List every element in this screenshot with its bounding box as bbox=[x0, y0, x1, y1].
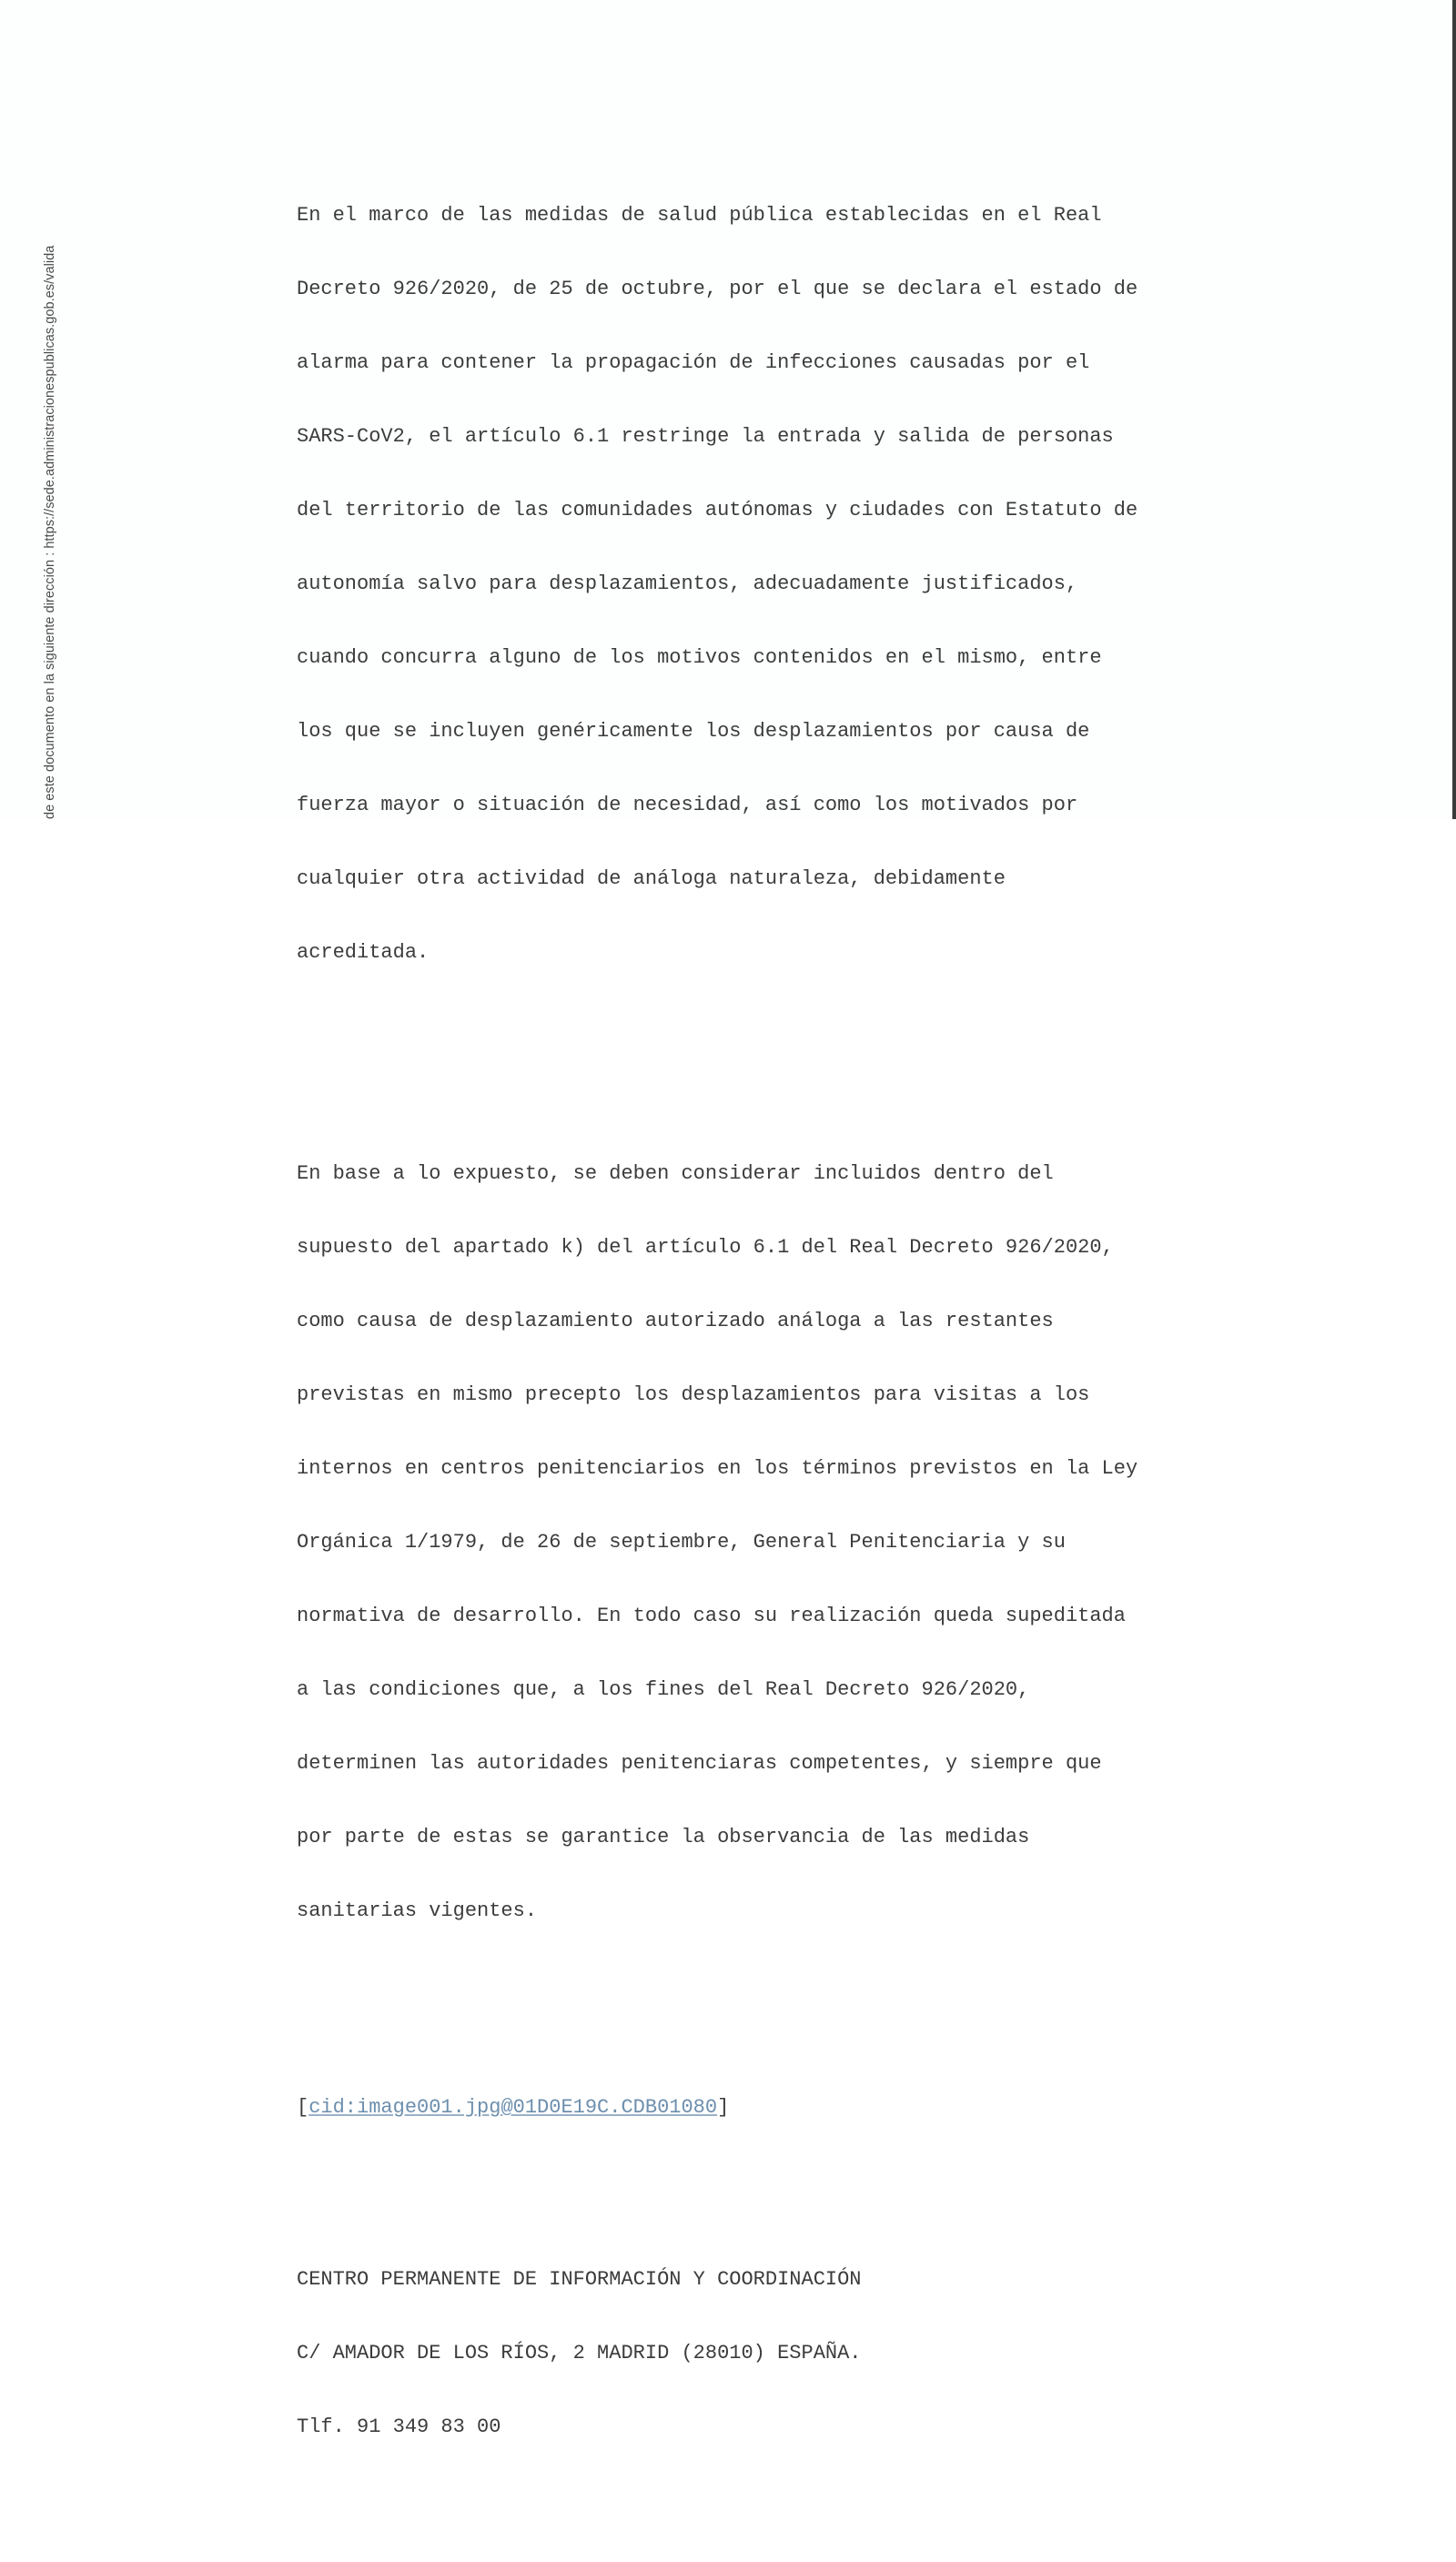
text-line: cuando concurra alguno de los motivos contenidos en el mismo, entre bbox=[297, 646, 1102, 669]
text-line: Orgánica 1/1979, de 26 de septiembre, General Penitenciaria y su bbox=[297, 1531, 1066, 1554]
text-line: cualquier otra actividad de análoga naturaleza, debidamente bbox=[297, 867, 1006, 890]
text-line: determinen las autoridades penitenciaras competentes, y siempre que bbox=[297, 1752, 1102, 1775]
signature-block bbox=[297, 2218, 1207, 2488]
text-line: alarma para contener la propagación de infecciones causadas por el bbox=[297, 351, 1090, 374]
text-line: del territorio de las comunidades autónomas y ciudades con Estatuto de bbox=[297, 499, 1138, 522]
text-line: por parte de estas se garantice la observancia de las medidas bbox=[297, 1826, 1030, 1848]
paragraph-2 bbox=[297, 1112, 1207, 1972]
validation-margin bbox=[43, 76, 61, 819]
open-bracket: [ bbox=[297, 2096, 309, 2119]
text-line: normativa de desarrollo. En todo caso su realización queda supeditada bbox=[297, 1605, 1126, 1627]
signature-address: C/ AMADOR DE LOS RÍOS, 2 MADRID (28010) ESPAÑA. bbox=[297, 2342, 862, 2365]
text-line: previstas en mismo precepto los desplazamientos para visitas a los bbox=[297, 1383, 1090, 1406]
text-line: fuerza mayor o situación de necesidad, así como los motivados por bbox=[297, 794, 1078, 816]
image-placeholder bbox=[297, 2095, 1207, 2120]
text-line: acreditada. bbox=[297, 941, 430, 964]
text-line: autonomía salvo para desplazamientos, adecuadamente justificados, bbox=[297, 572, 1078, 595]
paragraph-1 bbox=[297, 154, 1207, 1014]
text-line: los que se incluyen genéricamente los desplazamientos por causa de bbox=[297, 720, 1090, 743]
page-edge-divider bbox=[1452, 0, 1456, 819]
text-line: a las condiciones que, a los fines del Real Decreto 926/2020, bbox=[297, 1678, 1030, 1701]
text-line: Decreto 926/2020, de 25 de octubre, por el que se declara el estado de bbox=[297, 278, 1138, 300]
signature-organization: CENTRO PERMANENTE DE INFORMACIÓN Y COORDINACIÓN bbox=[297, 2268, 862, 2291]
text-line: supuesto del apartado k) del artículo 6.1 del Real Decreto 926/2020, bbox=[297, 1236, 1114, 1259]
signature-phone: Tlf. 91 349 83 00 bbox=[297, 2415, 501, 2438]
document-body bbox=[297, 80, 1207, 2562]
text-line: sanitarias vigentes. bbox=[297, 1899, 538, 1922]
close-bracket: ] bbox=[717, 2096, 730, 2119]
text-line: como causa de desplazamiento autorizado análoga a las restantes bbox=[297, 1310, 1054, 1332]
text-line: En base a lo expuesto, se deben considerar incluidos dentro del bbox=[297, 1162, 1054, 1185]
text-line: internos en centros penitenciarios en los términos previstos en la Ley bbox=[297, 1457, 1138, 1480]
validation-url-text: de este documento en la siguiente dirección : https://sede.administracionespublicas.gob.es/valida bbox=[43, 245, 57, 819]
text-line: En el marco de las medidas de salud pública establecidas en el Real bbox=[297, 204, 1102, 227]
embedded-image-link[interactable]: cid:image001.jpg@01D0E19C.CDB01080 bbox=[308, 2096, 718, 2119]
text-line: SARS-CoV2, el artículo 6.1 restringe la entrada y salida de personas bbox=[297, 425, 1114, 448]
